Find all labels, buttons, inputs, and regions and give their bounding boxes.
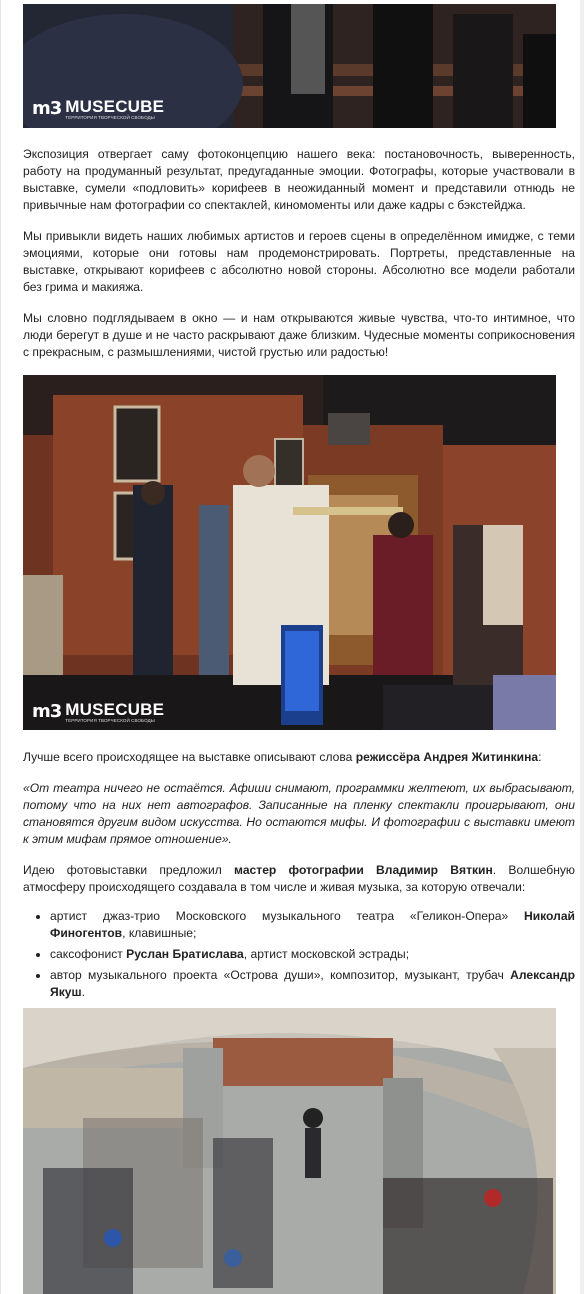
paragraph-window: Мы словно подглядываем в окно — и нам открываются живые чувства, что-то интимное, что люди берегут в душе и не часто раскрывают даже близким. Чудесные моменты соприкосновения с прекрасным, с размышлениями, чистой грустью или радостью!	[23, 311, 575, 359]
paragraph-director-intro: Лучше всего происходящее на выставке описывают слова режиссёра Андрея Житинкина:	[23, 750, 542, 764]
paragraph-exposition: Экспозиция отвергает саму фотоконцепцию нашего века: постановочность, выверенность, работу на продуманный результат, предугаданные эмоции. Фотографы, которые участвовали в выставке, сумели «подловить» корифеев в неожиданный момент и представили отнюдь не привычные нам фотографии со спектаклей, киномоменты или даже кадры с бэкстейджа.	[23, 147, 575, 212]
musecube-logo	[32, 98, 164, 121]
paragraph-idea: Идею фотовыставки предложил мастер фотографии Владимир Вяткин. Волшебную атмосферу происходящего создавала в том числе и живая музыка, за которую отвечали:	[23, 863, 575, 894]
musecube-logo	[32, 701, 164, 724]
exhibition-photo-crowd[interactable]	[23, 4, 556, 128]
musicians-list	[23, 908, 575, 1005]
list-item: • саксофонист Руслан Братислава, артист московской эстрады;	[50, 946, 575, 963]
musecube-logo-mark: m3	[32, 701, 62, 723]
musecube-logo-mark: m3	[32, 98, 62, 120]
musecube-logo-tagline: ТЕРРИТОРИЯ ТВОРЧЕСКОЙ СВОБОДЫ	[65, 718, 155, 723]
list-item: • артист джаз-трио Московского музыкального театра «Геликон-Опера» Николай Финогентов, клавишные;	[50, 908, 575, 942]
photographer-name: мастер фотографии Владимир Вяткин	[234, 863, 493, 877]
exhibition-photo-overhead[interactable]	[23, 1008, 556, 1294]
trumpet-photo-image	[23, 375, 556, 730]
list-item: • автор музыкального проекта «Острова души», композитор, музыкант, трубач Александр Якуш.	[50, 967, 575, 1001]
paragraph-image: Мы привыкли видеть наших любимых артистов и героев сцены в определённом имидже, с теми эмоциями, которые они готовы нам продемонстрировать. Портреты, представленные на выставке, открывают корифеев с абсолютно новой стороны. Абсолютно все модели работали без грима и макияжа.	[23, 229, 575, 294]
overhead-photo-image	[23, 1008, 556, 1294]
exhibition-photo-trumpet[interactable]	[23, 375, 556, 730]
musecube-logo-tagline: ТЕРРИТОРИЯ ТВОРЧЕСКОЙ СВОБОДЫ	[65, 115, 155, 120]
musecube-logo-name: MUSECUBE	[65, 700, 165, 719]
director-quote: «От театра ничего не остаётся. Афиши снимают, программки желтеют, их выбрасывают, потому что на них нет автографов. Записанные на пленку спектакли проигрывают, они становятся другим видом искусства. Но остаются мифы. И фотографии с выставки имеют к этим мифам прямое отношение».	[23, 781, 575, 846]
director-name: режиссёра Андрея Житинкина	[355, 750, 539, 764]
page-scrollbar-track[interactable]	[580, 0, 584, 1294]
musecube-logo-name: MUSECUBE	[65, 97, 165, 116]
